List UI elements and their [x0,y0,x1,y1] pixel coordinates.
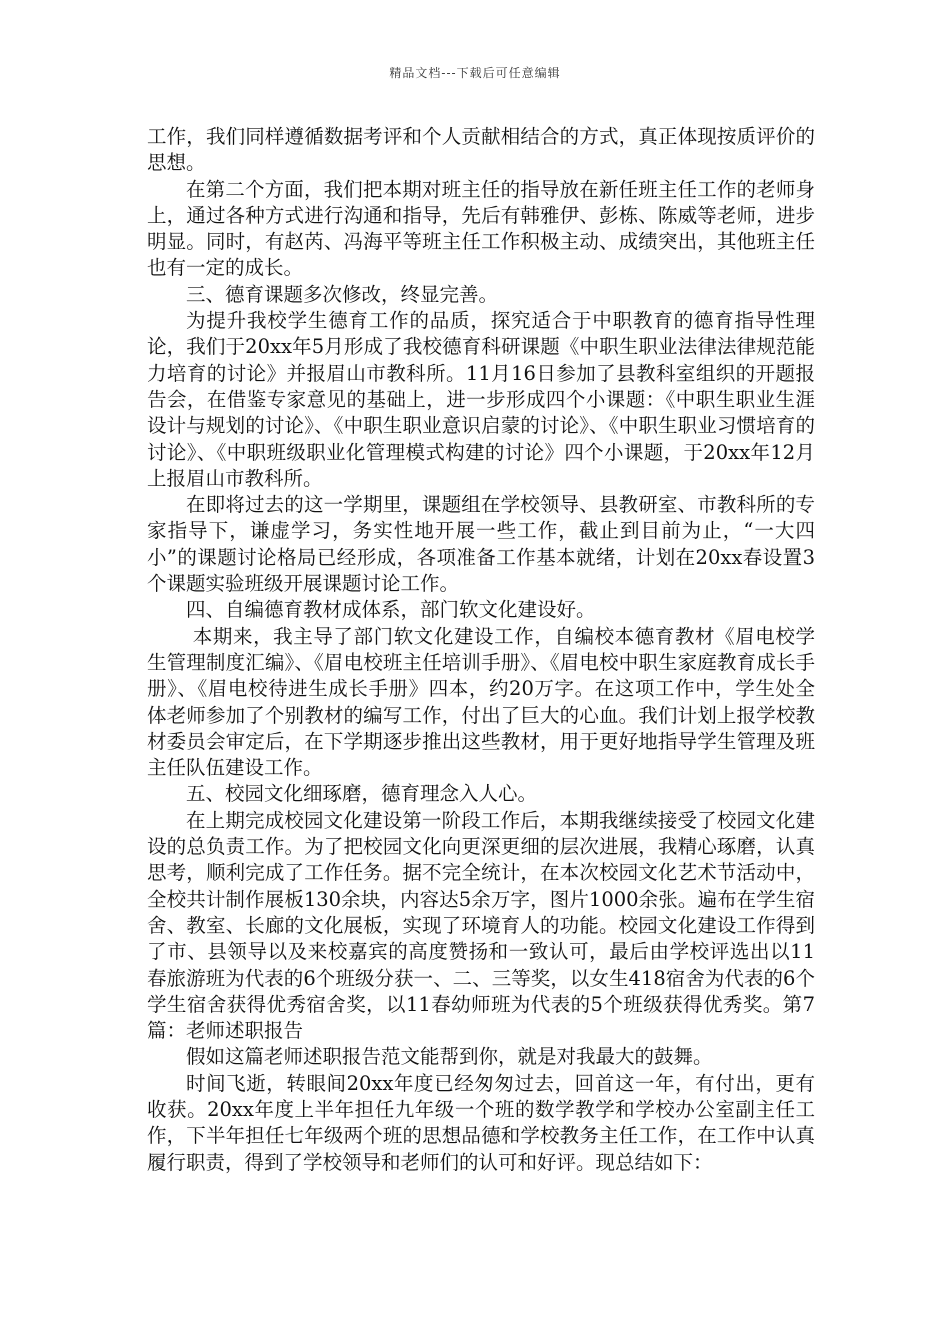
paragraph-10: 假如这篇老师述职报告范文能帮到你，就是对我最大的鼓舞。 [186,1045,713,1069]
paragraph-11: 时间飞逝，转眼间20xx年度已经匆匆过去，回首这一年，有付出，更有收获。20xx年度上半年担任九年级一个班的数学教学和学校办公室副主任工作，下半年担任七年级两个班的思想品德和学校教务主任工作，在工作中认真履行职责，得到了学校领导和老师们的认可和好评。现总结如下： [147,1071,815,1174]
page-header: 精品文档---下载后可任意编辑 [389,66,561,80]
paragraph-7: 本期来，我主导了部门软文化建设工作，自编校本德育教材《眉电校学生管理制度汇编》、《眉电校班主任培训手册》、《眉电校中职生家庭教育成长手册》、《眉电校待进生成长手册》四本，约20万字。在这项工作中，学生处全体老师参加了个别教材的编写工作，付出了巨大的心血。我们计划上报学校教材委员会审定后，在下学期逐步推出这些教材，用于更好地指导学生管理及班主任队伍建设工作。 [147,624,815,780]
paragraph-1: 工作，我们同样遵循数据考评和个人贡献相结合的方式，真正体现按质评价的思想。 [147,125,815,175]
paragraph-9: 在上期完成校园文化建设第一阶段工作后，本期我继续接受了校园文化建设的总负责工作。为了把校园文化向更深更细的层次进展，我精心琢磨，认真思考，顺利完成了工作任务。据不完全统计，在本次校园文化艺术节活动中，全校共计制作展板130余块，内容达5余万字，图片1000余张。遍布在学生宿舍、教室、长廊的文化展板，实现了环境育人的功能。校园文化建设工作得到了市、县领导以及来校嘉宾的高度赞扬和一致认可，最后由学校评选出以11春旅游班为代表的6个班级分获一、二、三等奖，以女生418宿舍为代表的6个学生宿舍获得优秀宿舍奖，以11春幼师班为代表的5个班级获得优秀奖。第7篇：老师述职报告 [147,808,815,1043]
document-body [147,124,815,1176]
paragraph-5: 在即将过去的这一学期里，课题组在学校领导、县教研室、市教科所的专家指导下，谦虚学习，务实性地开展一些工作，截止到目前为止，“一大四小”的课题讨论格局已经形成，各项准备工作基本就绪，计划在20xx春设置3个课题实验班级开展课题讨论工作。 [147,493,815,596]
paragraph-4: 为提升我校学生德育工作的品质，探究适合于中职教育的德育指导性理论，我们于20xx年5月形成了我校德育科研课题《中职生职业法律法律规范能力培育的讨论》并报眉山市教科所。11月16日参加了县教科室组织的开题报告会，在借鉴专家意见的基础上，进一步形成四个小课题：《中职生职业生涯设计与规划的讨论》、《中职生职业意识启蒙的讨论》、《中职生职业习惯培育的讨论》、《中职班级职业化管理模式构建的讨论》四个小课题，于20xx年12月上报眉山市教科所。 [147,309,815,490]
paragraph-2: 在第二个方面，我们把本期对班主任的指导放在新任班主任工作的老师身上，通过各种方式进行沟通和指导，先后有韩雅伊、彭栋、陈威等老师，进步明显。同时，有赵芮、冯海平等班主任工作积极主动、成绩突出，其他班主任也有一定的成长。 [147,177,815,280]
section-heading-3: 三、德育课题多次修改，终显完善。 [186,282,499,306]
section-heading-5: 五、校园文化细琢磨，德育理念入人心。 [186,782,538,806]
section-heading-4: 四、自编德育教材成体系，部门软文化建设好。 [186,598,596,622]
